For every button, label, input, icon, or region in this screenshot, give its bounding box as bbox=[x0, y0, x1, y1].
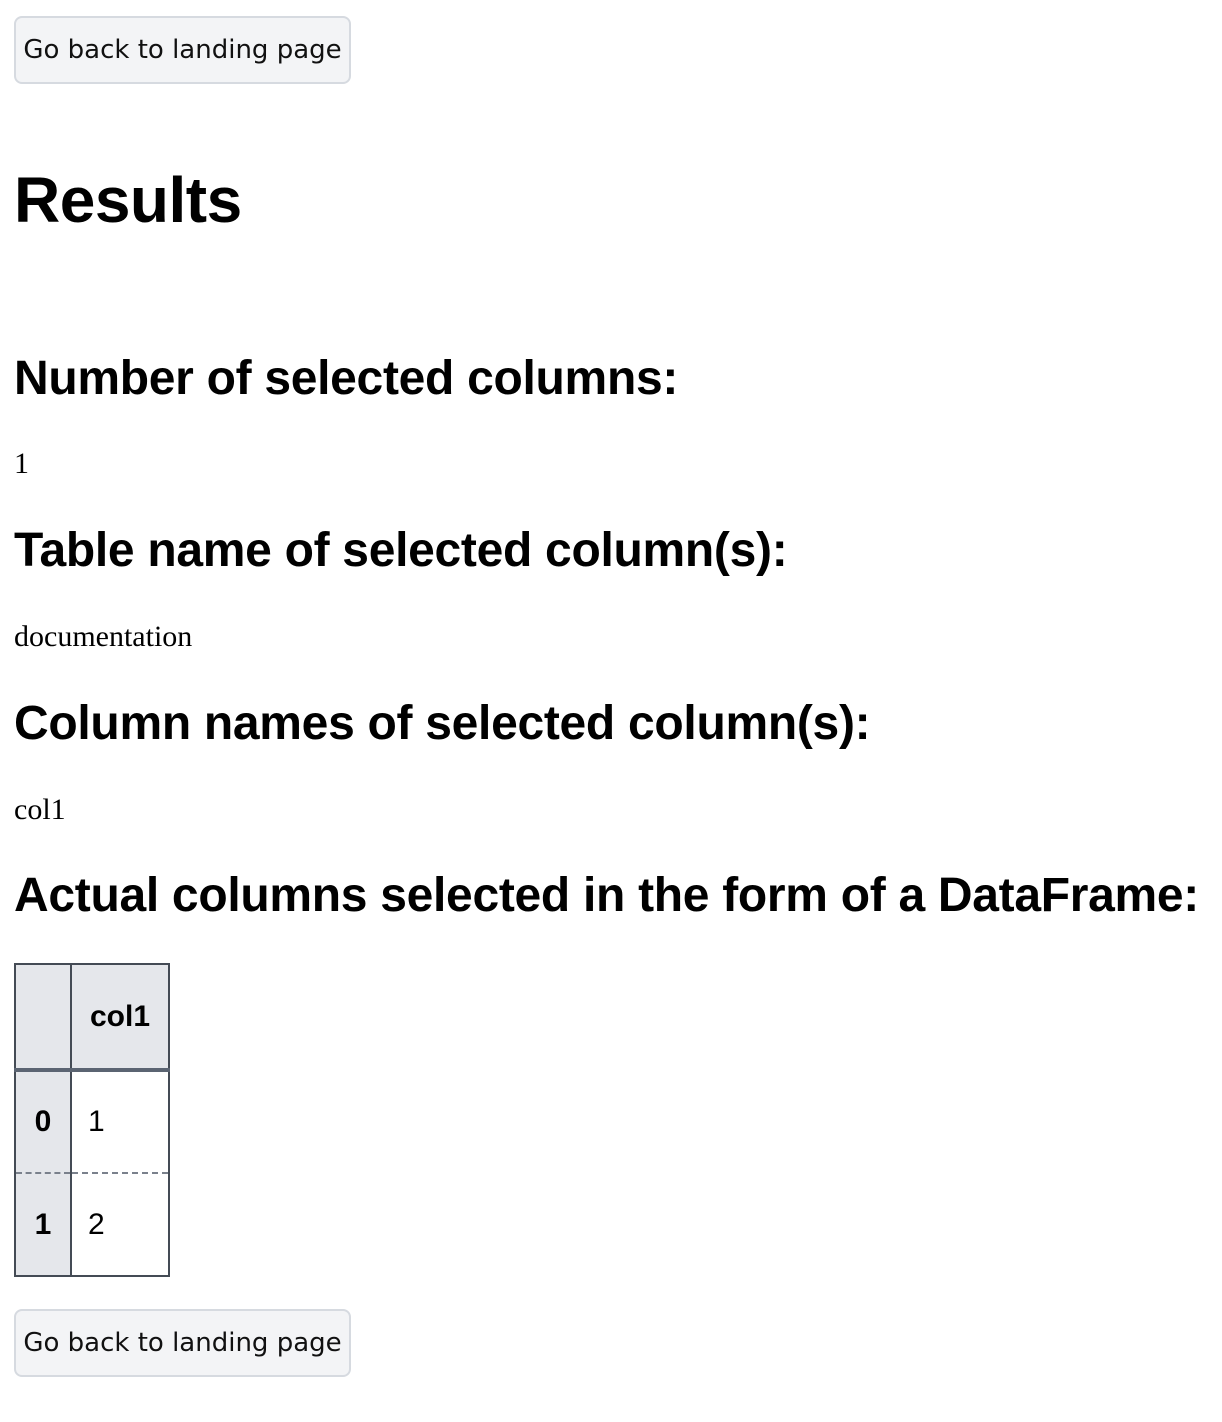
back-to-landing-button-top[interactable]: Go back to landing page bbox=[14, 16, 351, 84]
dataframe-column-header: col1 bbox=[71, 964, 169, 1070]
back-to-landing-button-bottom[interactable]: Go back to landing page bbox=[14, 1309, 351, 1377]
num-columns-value: 1 bbox=[14, 447, 29, 480]
dataframe-header-row bbox=[15, 964, 169, 1070]
table-name-value: documentation bbox=[14, 620, 193, 653]
column-names-heading: Column names of selected column(s): bbox=[14, 697, 871, 750]
table-row bbox=[15, 1070, 169, 1173]
table-cell: 2 bbox=[71, 1173, 169, 1276]
page-title: Results bbox=[14, 164, 242, 236]
num-columns-heading: Number of selected columns: bbox=[14, 352, 679, 405]
dataframe-heading: Actual columns selected in the form of a DataFrame: bbox=[14, 869, 1199, 922]
table-cell: 1 bbox=[71, 1070, 169, 1173]
table-name-heading: Table name of selected column(s): bbox=[14, 524, 788, 577]
dataframe-table bbox=[14, 963, 170, 1277]
table-row bbox=[15, 1173, 169, 1276]
column-names-value: col1 bbox=[14, 793, 66, 826]
dataframe-corner-cell bbox=[15, 964, 71, 1070]
row-index-cell: 1 bbox=[15, 1173, 71, 1276]
row-index-cell: 0 bbox=[15, 1070, 71, 1173]
